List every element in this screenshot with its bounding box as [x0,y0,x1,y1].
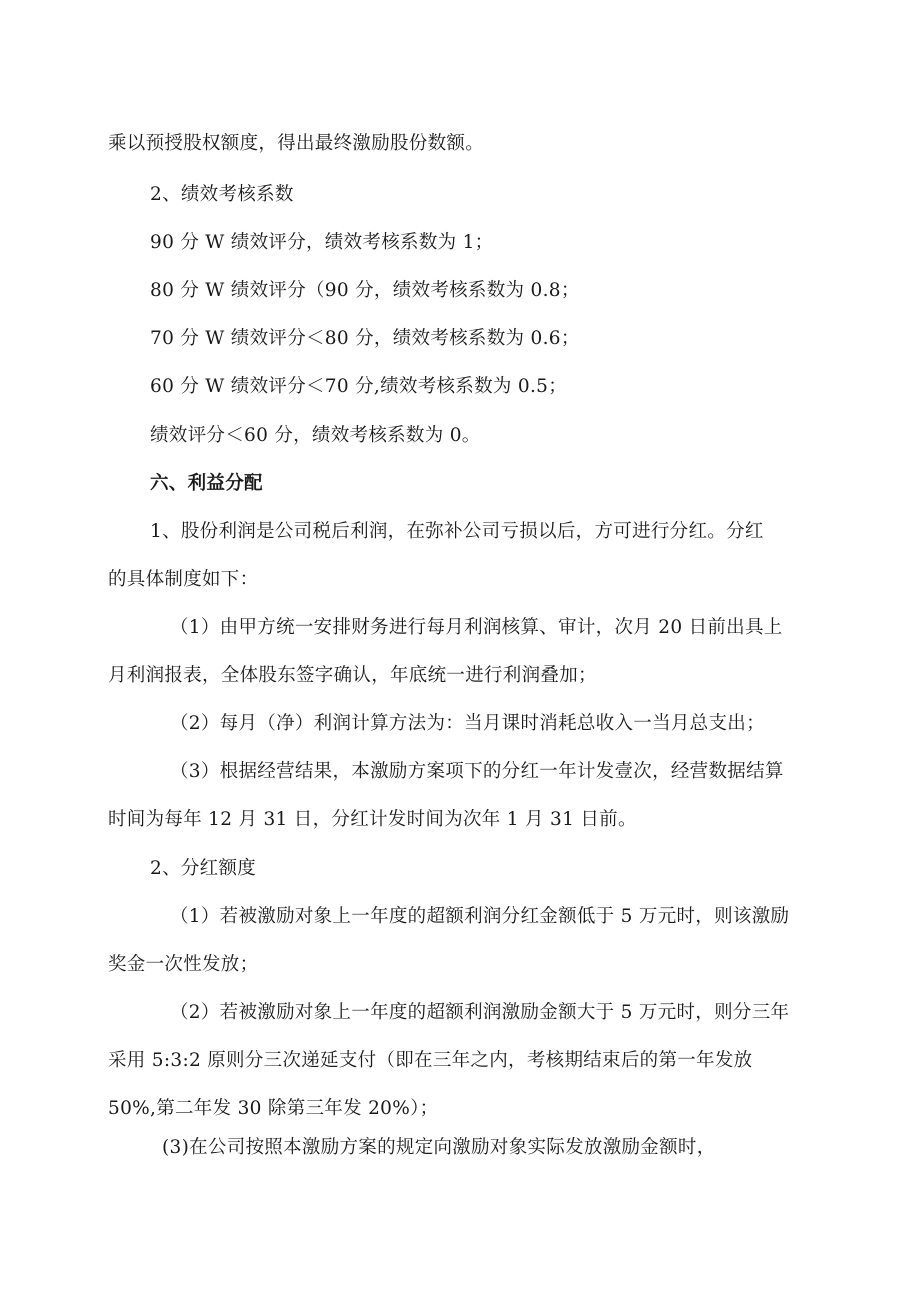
section-heading: 六、利益分配 [150,473,263,494]
text-line-15: 时间为每年 12 月 31 日，分红计发时间为次年 1 月 31 日前。 [108,809,637,830]
text-line-21: 50%,第二年发 30 除第三年发 20%）； [108,1098,439,1119]
text-line-12: 月利润报表，全体股东签字确认，年底统一进行利润叠加； [108,665,597,686]
text-line-2: 2、绩效考核系数 [150,184,294,205]
text-line-17: （1）若被激励对象上一年度的超额利润分红金额低于 5 万元时，则该激励 [170,906,790,927]
text-line-13: （2）每月（净）利润计算方法为：当月课时消耗总收入一当月总支出； [170,713,765,734]
text-line-18: 奖金一次性发放； [108,954,259,975]
text-line-19: （2）若被激励对象上一年度的超额利润激励金额大于 5 万元时，则分三年 [170,1002,790,1023]
text-line-1: 乘以预授股权额度，得出最终激励股份数额。 [108,133,485,154]
text-line-5: 70 分 W 绩效评分＜80 分，绩效考核系数为 0.6； [150,328,580,349]
text-line-3: 90 分 W 绩效评分，绩效考核系数为 1； [150,232,494,253]
text-line-10: 的具体制度如下： [108,569,259,590]
text-line-9: 1、股份利润是公司税后利润，在弥补公司亏损以后，方可进行分红。分红 [150,521,764,542]
text-line-22: (3)在公司按照本激励方案的规定向激励对象实际发放激励金额时， [162,1137,716,1158]
text-line-6: 60 分 W 绩效评分＜70 分,绩效考核系数为 0.5； [150,376,568,397]
text-line-20: 采用 5:3:2 原则分三次递延支付（即在三年之内，考核期结束后的第一年发放 [108,1050,753,1071]
text-line-7: 绩效评分＜60 分，绩效考核系数为 0。 [150,425,481,446]
text-line-11: （1）由甲方统一安排财务进行每月利润核算、审计，次月 20 日前出具上 [170,617,783,638]
text-line-16: 2、分红额度 [150,858,257,879]
text-line-14: （3）根据经营结果，本激励方案项下的分红一年计发壹次，经营数据结算 [170,761,784,782]
text-line-4: 80 分 W 绩效评分（90 分，绩效考核系数为 0.8； [150,280,580,301]
